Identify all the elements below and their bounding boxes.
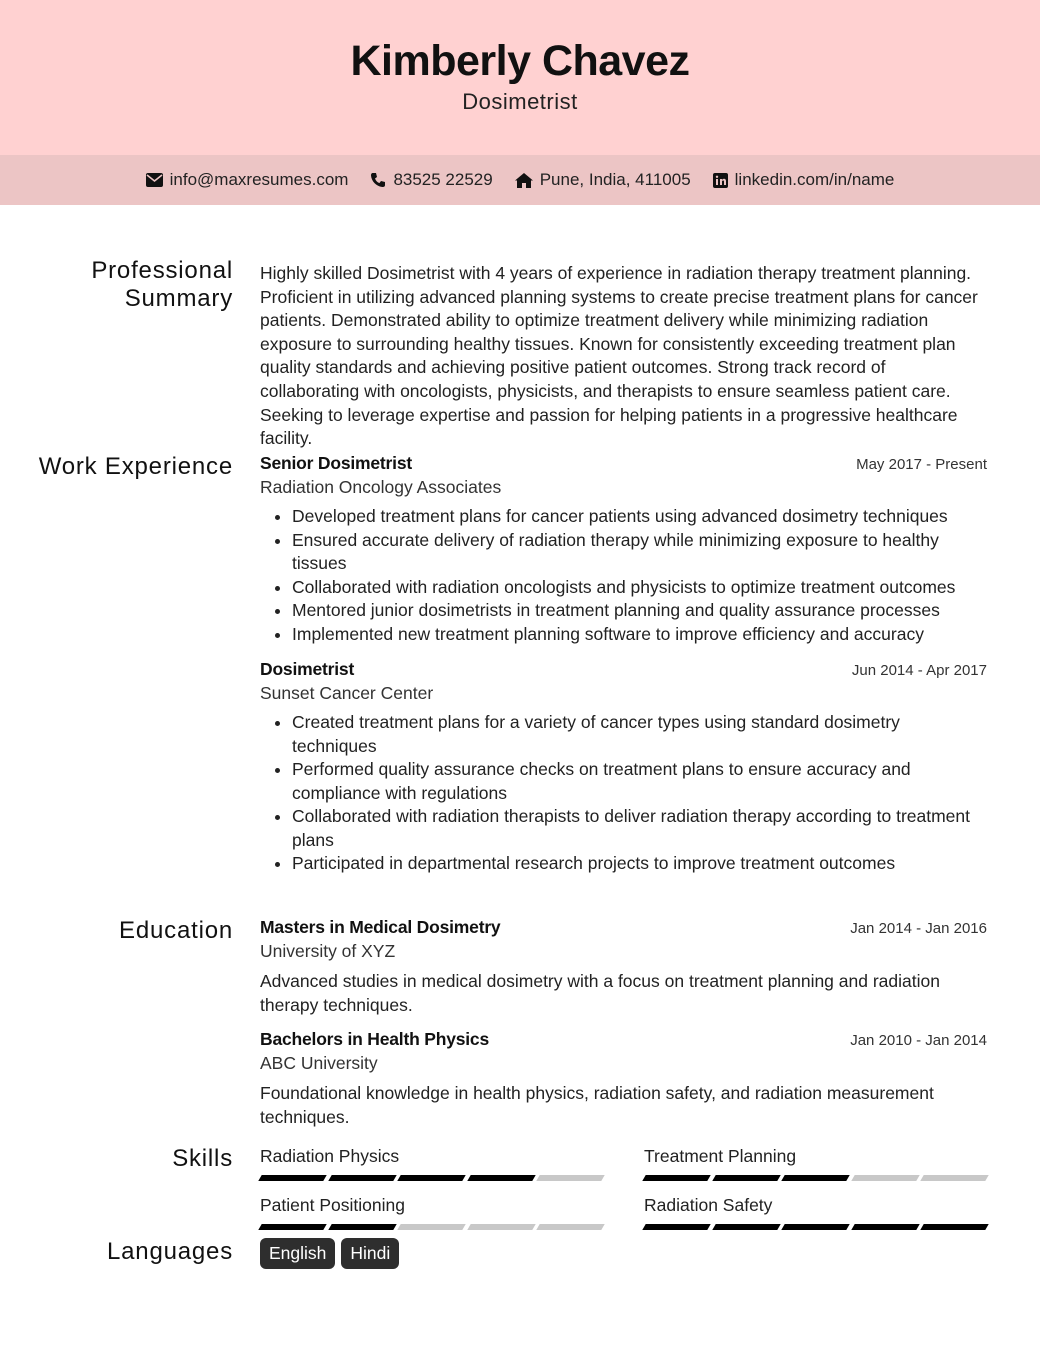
- skill-segment-empty: [537, 1224, 605, 1230]
- contact-bar: [0, 155, 1040, 205]
- degree-name: Masters in Medical Dosimetry: [260, 917, 501, 937]
- job-role: Dosimetrist: [260, 659, 355, 679]
- skill-level-bar: [260, 1224, 603, 1230]
- linkedin-text: linkedin.com/in/name: [734, 170, 895, 189]
- envelope-icon: [146, 173, 163, 187]
- language-tag: English: [260, 1238, 335, 1269]
- address-text: Pune, India, 411005: [539, 170, 691, 189]
- skill-segment-filled: [712, 1175, 780, 1181]
- skill-level-bar: [644, 1224, 987, 1230]
- skill-segment-filled: [467, 1175, 535, 1181]
- education-entry: [260, 917, 987, 1017]
- languages-heading: Languages: [107, 1238, 233, 1265]
- skill-segment-filled: [781, 1224, 849, 1230]
- skill-item: [260, 1145, 603, 1181]
- skill-segment-filled: [642, 1224, 710, 1230]
- job-bullet: • Participated in departmental research projects to improve treatment outcomes: [292, 852, 987, 876]
- resume-header: [0, 0, 1040, 155]
- phone-text: 83525 22529: [393, 170, 493, 189]
- job-role: Senior Dosimetrist: [260, 453, 412, 473]
- skill-segment-filled: [258, 1175, 326, 1181]
- skill-segment-filled: [921, 1224, 989, 1230]
- skill-segment-empty: [467, 1224, 535, 1230]
- candidate-name: Kimberly Chavez: [350, 37, 690, 85]
- education-description: Foundational knowledge in health physics, radiation safety, and radiation measurement techniques.: [260, 1083, 934, 1127]
- education-date: Jan 2014 - Jan 2016: [850, 920, 987, 937]
- skill-item: [644, 1145, 987, 1181]
- job-bullet: • Mentored junior dosimetrists in treatment planning and quality assurance processes: [292, 599, 987, 623]
- job-org: Sunset Cancer Center: [260, 683, 434, 703]
- job-bullets: [260, 505, 987, 646]
- phone-icon: [370, 172, 386, 188]
- skill-segment-filled: [258, 1224, 326, 1230]
- job-date: Jun 2014 - Apr 2017: [851, 662, 987, 679]
- summary-heading: Professional Summary: [91, 257, 233, 312]
- skill-segment-filled: [851, 1224, 919, 1230]
- job-bullet: • Collaborated with radiation therapists to deliver radiation therapy according to treatment plans: [292, 805, 987, 852]
- job-bullet: • Created treatment plans for a variety of cancer types using standard dosimetry techniques: [292, 711, 987, 758]
- job-bullet: • Performed quality assurance checks on treatment plans to ensure accuracy and compliance with regulations: [292, 758, 987, 805]
- candidate-title: Dosimetrist: [462, 89, 578, 114]
- education-description: Advanced studies in medical dosimetry with a focus on treatment planning and radiation therapy techniques.: [260, 971, 940, 1015]
- skill-name: Radiation Physics: [260, 1146, 400, 1166]
- school-name: ABC University: [260, 1053, 378, 1073]
- skill-level-bar: [644, 1175, 987, 1181]
- skill-segment-filled: [712, 1224, 780, 1230]
- job-bullets: [260, 711, 987, 876]
- job-entry: [260, 453, 987, 646]
- language-tags: [260, 1238, 987, 1269]
- skill-name: Treatment Planning: [644, 1146, 797, 1166]
- job-bullet: • Developed treatment plans for cancer patients using advanced dosimetry techniques: [292, 505, 987, 529]
- skill-name: Patient Positioning: [260, 1195, 405, 1215]
- contact-phone[interactable]: [370, 170, 492, 190]
- skill-segment-empty: [921, 1175, 989, 1181]
- school-name: University of XYZ: [260, 941, 396, 961]
- education-entry: [260, 1029, 987, 1129]
- contact-address: [515, 170, 691, 190]
- job-bullet: • Collaborated with radiation oncologists and physicists to optimize treatment outcomes: [292, 576, 987, 600]
- skill-item: [644, 1194, 987, 1230]
- job-bullet: • Ensured accurate delivery of radiation therapy while minimizing exposure to healthy tissues: [292, 529, 987, 576]
- skill-name: Radiation Safety: [644, 1195, 773, 1215]
- contact-linkedin[interactable]: [713, 170, 895, 190]
- skill-level-bar: [260, 1175, 603, 1181]
- email-text: info@maxresumes.com: [169, 170, 349, 189]
- skill-segment-empty: [851, 1175, 919, 1181]
- education-date: Jan 2010 - Jan 2014: [850, 1032, 987, 1049]
- language-tag: Hindi: [341, 1238, 399, 1269]
- skill-segment-filled: [642, 1175, 710, 1181]
- contact-email[interactable]: [146, 170, 349, 190]
- job-date: May 2017 - Present: [856, 456, 987, 473]
- experience-heading: Work Experience: [38, 453, 233, 480]
- skill-segment-filled: [328, 1224, 396, 1230]
- home-icon: [515, 173, 533, 188]
- skills-heading: Skills: [172, 1145, 233, 1172]
- skill-segment-empty: [537, 1175, 605, 1181]
- job-entry: [260, 659, 987, 876]
- skill-segment-filled: [781, 1175, 849, 1181]
- education-heading: Education: [119, 917, 233, 944]
- linkedin-icon: [713, 173, 728, 188]
- skill-segment-filled: [328, 1175, 396, 1181]
- summary-text: Highly skilled Dosimetrist with 4 years of experience in radiation therapy treatment planning. Proficient in utilizing advanced planning systems to create precise treatment plans for cancer patients. Demonstrated ability to optimize treatment delivery while minimizing radiation exposure to surrounding healthy tissues. Known for consistently exceeding treatment plan quality standards and achieving positive patient outcomes. Strong track record of collaborating with oncologists, physicists, and therapists to ensure seamless patient care. Seeking to leverage expertise and passion for helping patients in a progressive healthcare facility.: [260, 263, 978, 449]
- skill-item: [260, 1194, 603, 1230]
- job-bullet: • Implemented new treatment planning software to improve efficiency and accuracy: [292, 623, 987, 647]
- job-org: Radiation Oncology Associates: [260, 477, 502, 497]
- degree-name: Bachelors in Health Physics: [260, 1029, 489, 1049]
- skill-segment-filled: [397, 1175, 465, 1181]
- skill-segment-empty: [397, 1224, 465, 1230]
